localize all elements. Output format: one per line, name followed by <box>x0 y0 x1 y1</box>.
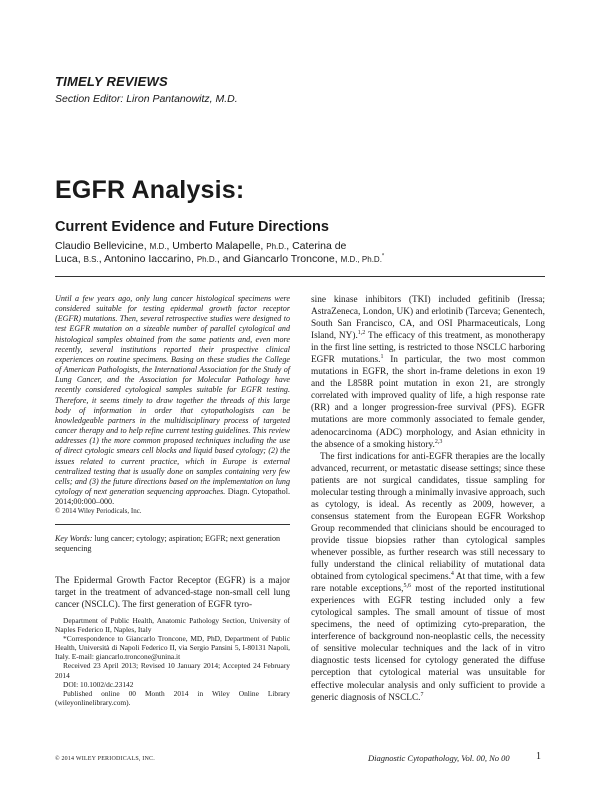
citation-ref: 1 <box>380 354 384 361</box>
paper-title: EGFR Analysis: <box>55 176 245 204</box>
author-name: Claudio Bellevicine, <box>55 240 147 252</box>
footnote-doi: DOI: 10.1002/dc.23142 <box>63 679 134 689</box>
corresponding-author-mark: * <box>381 253 385 260</box>
body-text: In particular, the two most common mutations in EGFR, the short in-frame deletions in exon 19 and the L858R point mutation in exon 21, are strongly correlated with improved quality of life, a high response rate (RR) and a longer progression-free survival (PFS). EGFR mutations are more commonly associated to female gender, adenocarcinoma (ADC) morphology, and Asian ethnicity in the absence of a smoking history. <box>311 355 545 450</box>
author-name: , and Giancarlo Troncone, <box>216 253 338 265</box>
body-text: The efficacy of this treatment, as monotherapy in the first line setting, is restricted to those NSCLC harboring EGFR mutations. <box>311 331 545 366</box>
paper-subtitle: Current Evidence and Future Directions <box>55 219 329 235</box>
body-text: The first indications for anti-EGFR therapies are the locally advanced, recurrent, or metastatic disease settings; since these patients are not surgical candidates, tissue sampling for molecular testing through a minimally invasive approach, such as cytology, is ideal. As recently as 2009, however, a consensus statement from the European EGFR Workshop Group recommended that clinicians should be encouraged to provide tissue biopsies rather than cytological samples whenever possible, as further research was still necessary to fully understand the clinical reliability of mutational data obtained from cytological specimens. <box>311 451 545 583</box>
section-label: TIMELY REVIEWS <box>55 74 168 89</box>
footnote-published: Published online 00 Month 2014 in Wiley Online Library (wileyonlinelibrary.com). <box>55 688 290 707</box>
author-list <box>55 240 545 266</box>
left-column <box>55 294 290 621</box>
citation-ref: 4 <box>450 570 454 577</box>
intro-paragraph: The Epidermal Growth Factor Receptor (EGFR) is a major target in the treatment of advanced-stage non-small cell lung cancer (NSCLC). The first generation of EGFR tyro- <box>55 576 290 611</box>
author-name: , Antonino Iaccarino, <box>98 253 194 265</box>
footnote-received: Received 23 April 2013; Revised 10 January 2014; Accepted 24 February 2014 <box>55 661 290 680</box>
section-editor: Section Editor: Liron Pantanowitz, M.D. <box>55 93 238 105</box>
body-text: most of the reported institutional experiences with EGFR testing included only a few cytological samples. The small amount of tissue of most specimens, the need of optimizing cyto-preparation, the interference of background non-neoplastic cells, the necessity of sensitive molecular techniques and the lack of in vitro diagnostic tests licensed for cytology generated the diffuse perception that cytological material was unsuitable for effective molecular analysis and only sufficient to provide a generic diagnosis of NSCLC. <box>311 584 545 703</box>
footnote-affiliation: Department of Public Health, Anatomic Pathology Section, University of Naples Federico II, Naples, Italy <box>55 616 290 635</box>
body-paragraph <box>311 451 545 704</box>
author-degree: M.D. <box>149 242 167 251</box>
author-name: , Umberto Malapelle, <box>166 240 264 252</box>
abstract-citation: Diagn. Cytopathol. 2014;00:000–000. <box>55 486 290 507</box>
keywords <box>55 534 290 554</box>
keywords-text: lung cancer; cytology; aspiration; EGFR; next generation sequencing <box>55 534 281 554</box>
body-paragraph <box>311 294 545 451</box>
abstract-copyright: © 2014 Wiley Periodicals, Inc. <box>55 507 142 516</box>
abstract <box>55 294 290 507</box>
footer-journal: Diagnostic Cytopathology, Vol. 00, No 00 <box>368 753 510 763</box>
header-rule <box>55 276 545 277</box>
citation-ref: 5,6 <box>403 583 411 590</box>
footer-copyright: © 2014 WILEY PERIODICALS, INC. <box>55 756 155 762</box>
citation-ref: 7 <box>420 691 424 698</box>
author-degree: M.D., Ph.D. <box>340 255 382 264</box>
author-degree: Ph.D. <box>196 255 217 264</box>
author-name: Luca, <box>55 253 81 265</box>
author-degree: Ph.D. <box>266 242 287 251</box>
author-degree: B.S. <box>83 255 99 264</box>
abstract-text: Until a few years ago, only lung cancer histological specimens were considered suitable for testing epidermal growth factor receptor (EGFR) mutations. Then, several retrospective studies were designed to test EGFR mutation on a sizeable number of parallel cytological and histological samples obtained from the same patients and, even more recently, several institutions reported their prospective clinical experiences on routine specimens. Basing on these studies the College of American Pathologists, the International Association for the Study of Lung Cancer, and the Association for Molecular Pathology have recently considered cytological samples suitable for EGFR testing. Therefore, it seems timely to draw together the threads of this large body of information in order that cytopathologists can be knowledgeable partners in the multidisciplinary process of targeted cancer therapy and to help refine current testing guidelines. This review addresses (1) the more common proposed techniques including the use of direct cytologic smears cell blocks and liquid based cytology; (2) the issues related to current practice, which in Europe is external centralized testing that is usually done on samples containing very few cells; and (3) the future directions based on the implementation on lung cytology of next generation sequencing approaches. <box>55 294 290 496</box>
page-number: 1 <box>536 751 541 762</box>
author-name: , Caterina de <box>286 240 347 252</box>
body-text: At that time, with a few rare notable exceptions, <box>311 572 545 595</box>
abstract-rule <box>55 524 290 525</box>
right-column <box>311 294 545 704</box>
footnotes <box>55 616 290 707</box>
citation-ref: 1,2 <box>357 330 366 337</box>
body-text: sine kinase inhibitors (TKI) included gefitinib (Iressa; AstraZeneca, London, UK) and erlotinib (Tarceva; Genentech, South San Francisco, CA, and OSI Pharmaceuticals, Long Island, NY). <box>311 295 545 342</box>
footnote-correspondence: *Correspondence to Giancarlo Troncone, MD, PhD, Department of Public Health, Università di Napoli Federico II, via Sergio Pansini 5, I-80131 Napoli, Italy. E-mail: giancarlo.troncone@unina.it <box>55 634 290 662</box>
keywords-label: Key Words: <box>55 534 93 544</box>
citation-ref: 2,3 <box>434 438 443 445</box>
